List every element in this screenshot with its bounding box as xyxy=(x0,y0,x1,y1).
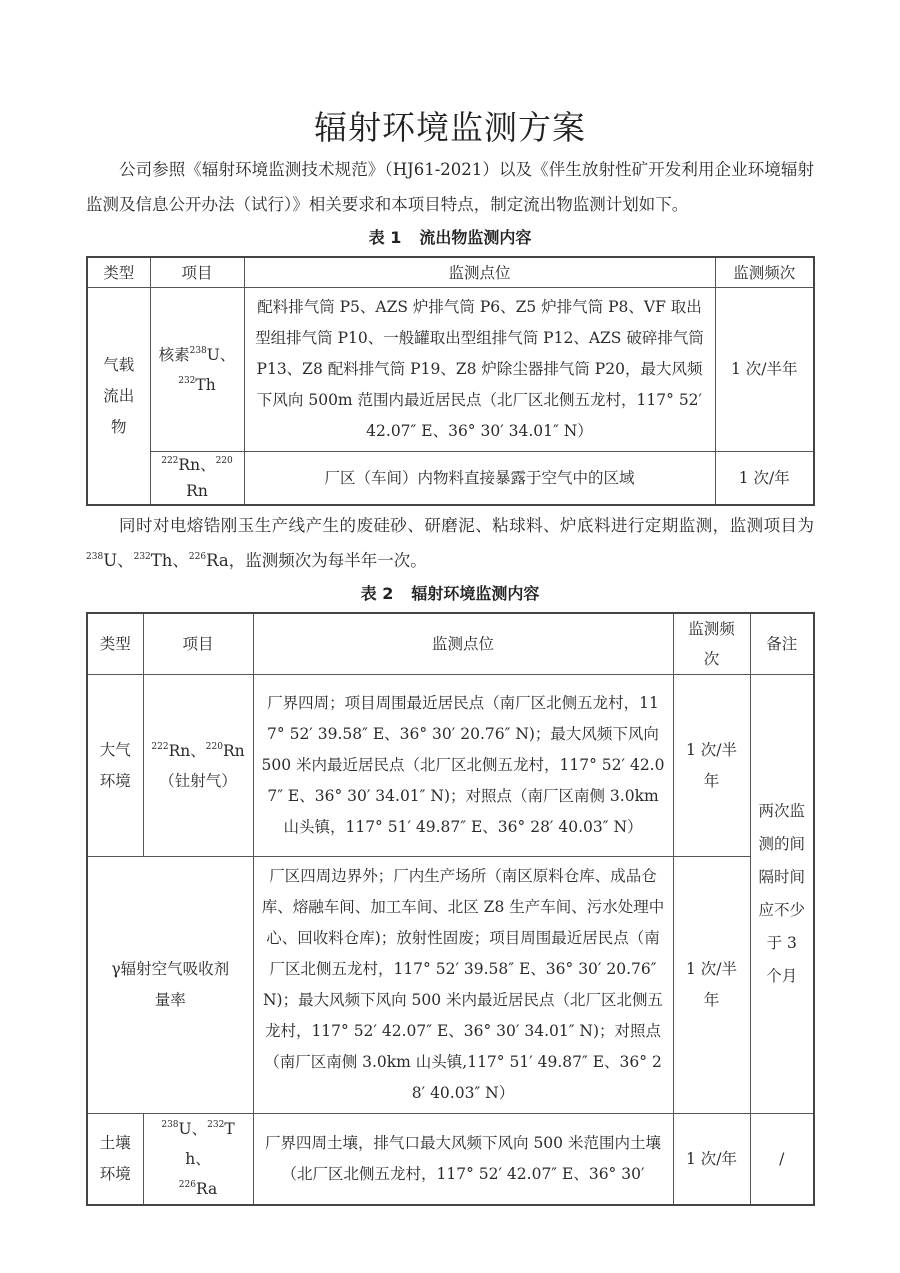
table-header-row xyxy=(87,257,814,288)
table-row xyxy=(87,288,814,452)
document-title: 辐射环境监测方案 xyxy=(314,108,586,147)
intro-paragraph: 公司参照《辐射环境监测技术规范》（HJ61-2021）以及《伴生放射性矿开发利用企业环境辐射监测及信息公开办法（试行）》相关要求和本项目特点，制定流出物监测计划如下。 xyxy=(86,160,814,214)
table-row xyxy=(87,675,814,857)
item-cell xyxy=(150,288,244,452)
nuclide-mass: 220 xyxy=(205,741,223,752)
mid-paragraph xyxy=(86,508,814,578)
type-cell xyxy=(87,288,150,506)
nuclide-symbol: Rn xyxy=(178,456,201,474)
nuclide-mass: 220 xyxy=(215,456,233,466)
table2-caption-text: 辐射环境监测内容 xyxy=(411,584,540,603)
nuclide-symbol: Rn xyxy=(168,741,191,760)
table-row xyxy=(87,1114,814,1206)
type-item-cell xyxy=(87,857,253,1114)
nuclide-symbol: Th xyxy=(185,1120,235,1168)
item-cell xyxy=(143,1114,253,1206)
nuclide-symbol: Ra xyxy=(195,1180,218,1198)
nuclide-symbol: Ra xyxy=(206,551,229,570)
header-frequency-text: 监测频次 xyxy=(688,620,735,668)
remark-cell xyxy=(750,675,814,1114)
header-frequency xyxy=(673,613,750,675)
nuclide-mass: 222 xyxy=(161,456,179,466)
frequency-cell xyxy=(673,857,750,1114)
nuclide-mass: 232 xyxy=(207,1120,225,1130)
type-cell xyxy=(87,675,143,857)
separator: 、 xyxy=(191,1120,208,1138)
header-type: 类型 xyxy=(87,257,150,288)
separator: 、 xyxy=(117,551,134,570)
separator: 、 xyxy=(195,1150,211,1168)
item-suffix: （钍射气） xyxy=(159,771,237,790)
nuclide-mass: 222 xyxy=(151,741,169,752)
header-frequency: 监测频次 xyxy=(715,257,814,288)
table-header-row xyxy=(87,613,814,675)
radiation-environment-monitoring-table xyxy=(86,612,815,1206)
nuclide-symbol: U xyxy=(206,345,220,364)
location-cell: 厂界四周土壤，排气口最大风频下风向 500 米范围内土壤（北厂区北侧五龙村，117° 52′ 42.07″ E、36° 30′ xyxy=(253,1114,673,1206)
header-location: 监测点位 xyxy=(244,257,715,288)
remark-text: 两次监测的间隔时间应不少于 3 个月 xyxy=(758,802,805,985)
table2-caption xyxy=(86,582,814,606)
location-cell: 厂界四周；项目周围最近居民点（南厂区北侧五龙村，117° 52′ 39.58″ E、36° 30′ 20.76″ N)；最大风频下风向 500 米内最近居民点（北厂区北侧五龙村，117° 52′ 42.07″ E、36° 30′ 34.01″ N)；对照点（南厂区南侧 3.0km 山头镇，117° 51′ 49.87″ E、36° 28′ 40.03″ N） xyxy=(253,675,673,857)
type-text: 大气环境 xyxy=(99,740,131,790)
nuclide-symbol: Th xyxy=(195,375,216,394)
frequency-cell: 1 次/年 xyxy=(673,1114,750,1206)
location-cell: 厂区四周边界外；厂内生产场所（南区原料仓库、成品仓库、熔融车间、加工车间、北区 Z8 生产车间、污水处理中心、回收料仓库)；放射性固废；项目周围最近居民点（南厂区北侧五龙村，117° 52′ 39.58″ E、36° 30′ 20.76″ N)；最大风频下风向 500 米内最近居民点（北厂区北侧五龙村，117° 52′ 42.07″ E、36° 30′ 34.01″ N)；对照点（南厂区南侧 3.0km 山头镇,117° 51′ 49.87″ E、36° 28′ 40.03″ N） xyxy=(253,857,673,1114)
frequency-cell: 1 次/半年 xyxy=(715,288,814,452)
nuclide-symbol: Rn xyxy=(186,482,208,500)
nuclide-mass: 238 xyxy=(86,552,104,562)
nuclide-symbol: U xyxy=(103,551,118,570)
separator: 、 xyxy=(190,741,206,760)
mid-paragraph-text-end: ，监测频次为每半年一次。 xyxy=(228,551,427,570)
header-location: 监测点位 xyxy=(253,613,673,675)
separator: 、 xyxy=(200,456,216,474)
frequency-text: 1 次/半年 xyxy=(685,740,737,790)
frequency-cell xyxy=(673,675,750,857)
nuclide-mass: 232 xyxy=(178,375,196,386)
nuclide-mass: 226 xyxy=(178,1180,196,1190)
frequency-cell: 1 次/年 xyxy=(715,452,814,506)
item-cell xyxy=(143,675,253,857)
type-text: 气载流出物 xyxy=(103,355,135,436)
header-remark: 备注 xyxy=(750,613,814,675)
separator: 、 xyxy=(172,551,189,570)
nuclide-mass: 238 xyxy=(189,345,207,356)
location-cell: 配料排气筒 P5、AZS 炉排气筒 P6、Z5 炉排气筒 P8、VF 取出型组排气筒 P10、一般罐取出型组排气筒 P12、AZS 破碎排气筒 P13、Z8 配料排气筒 P19、Z8 炉除尘器排气筒 P20，最大风频下风向 500m 范围内最近居民点（北厂区北侧五龙村，117° 52′ 42.07″ E、36° 30′ 34.01″ N） xyxy=(244,288,715,452)
effluent-monitoring-table xyxy=(86,256,815,506)
separator: 、 xyxy=(219,345,236,364)
nuclide-mass: 226 xyxy=(188,552,207,562)
table1-caption-text: 流出物监测内容 xyxy=(419,228,532,247)
table-row xyxy=(87,857,814,1114)
nuclide-symbol: Th xyxy=(150,551,173,570)
type-text: 土壤环境 xyxy=(99,1134,131,1183)
nuclide-symbol: U xyxy=(178,1120,192,1138)
table1-caption xyxy=(86,226,814,250)
nuclide-mass: 238 xyxy=(161,1120,179,1130)
table1-caption-number: 表 1 xyxy=(368,228,402,247)
header-item: 项目 xyxy=(150,257,244,288)
item-cell xyxy=(150,452,244,506)
nuclide-symbol: Rn xyxy=(222,741,245,760)
table-row xyxy=(87,452,814,506)
frequency-text: 1 次/半年 xyxy=(685,960,737,1009)
header-type: 类型 xyxy=(87,613,143,675)
item-prefix: 核素 xyxy=(158,345,190,364)
nuclide-mass: 232 xyxy=(133,552,151,562)
header-item: 项目 xyxy=(143,613,253,675)
location-cell: 厂区（车间）内物料直接暴露于空气中的区域 xyxy=(244,452,715,506)
type-cell xyxy=(87,1114,143,1206)
remark-cell: / xyxy=(750,1114,814,1206)
mid-paragraph-text: 同时对电熔锆刚玉生产线产生的废硅砂、研磨泥、粘球料、炉底料进行定期监测，监测项目为 xyxy=(119,516,814,535)
table2-caption-number: 表 2 xyxy=(360,584,394,603)
type-item-text: γ辐射空气吸收剂量率 xyxy=(111,960,230,1009)
